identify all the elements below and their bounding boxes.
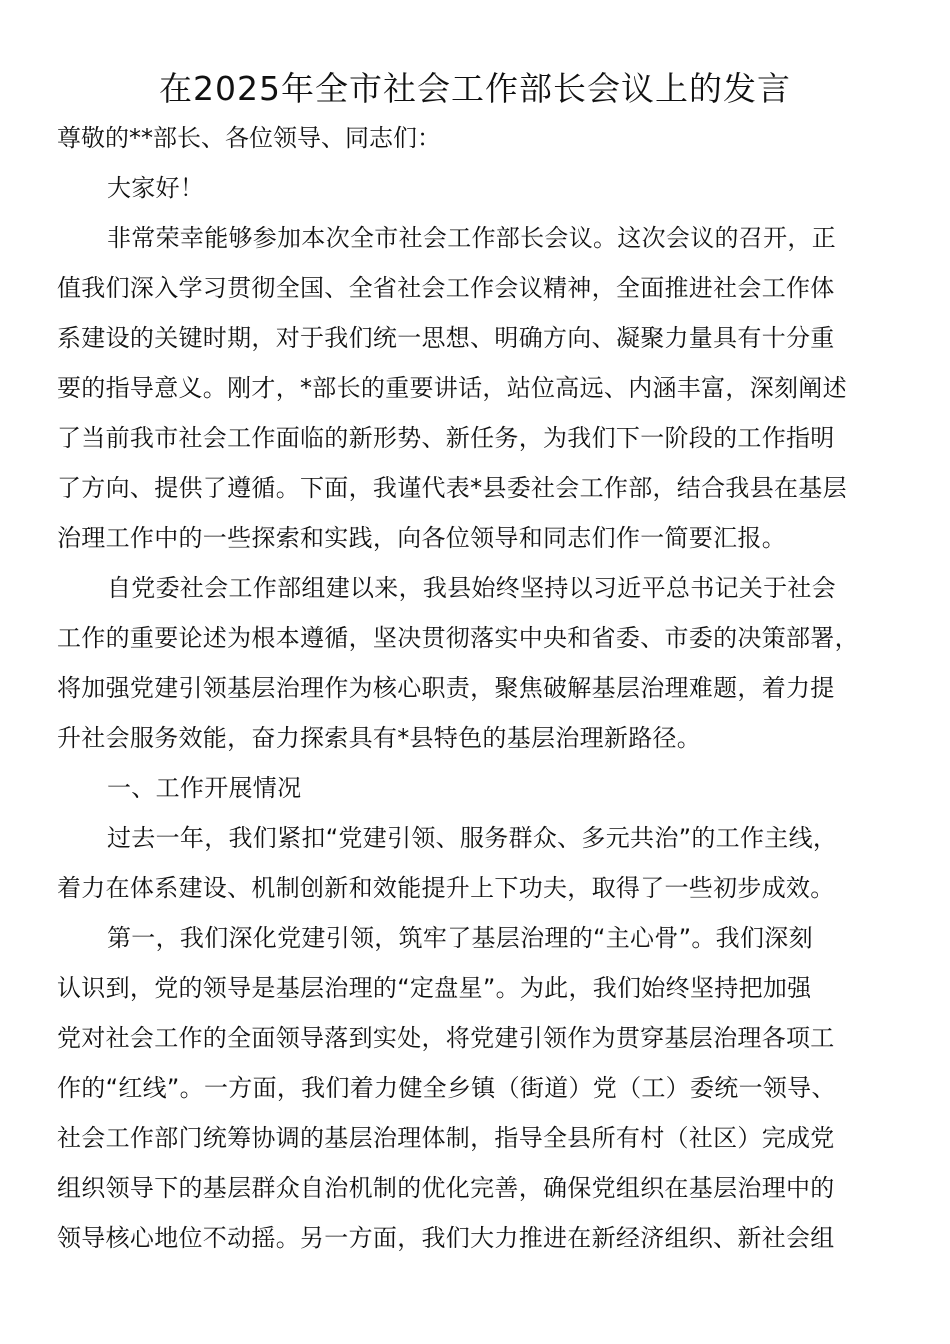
body-line: 升社会服务效能，奋力探索具有*县特色的基层治理新路径。 xyxy=(57,724,702,752)
body-line: 值我们深入学习贯彻全国、全省社会工作会议精神，全面推进社会工作体 xyxy=(57,274,835,302)
body-line: 非常荣幸能够参加本次全市社会工作部长会议。这次会议的召开，正 xyxy=(107,224,836,252)
section-heading: 一、工作开展情况 xyxy=(107,774,302,802)
body-line: 作的“红线”。一方面，我们着力健全乡镇（街道）党（工）委统一领导、 xyxy=(57,1074,836,1102)
body-line: 系建设的关键时期，对于我们统一思想、明确方向、凝聚力量具有十分重 xyxy=(57,324,835,352)
body-line: 过去一年，我们紧扣“党建引领、服务群众、多元共治”的工作主线， xyxy=(107,824,838,852)
body-line: 第一，我们深化党建引领，筑牢了基层治理的“主心骨”。我们深刻 xyxy=(107,924,813,952)
greeting: 大家好！ xyxy=(107,174,205,202)
document-title: 在2025年全市社会工作部长会议上的发言 xyxy=(159,69,791,108)
salutation: 尊敬的**部长、各位领导、同志们： xyxy=(57,124,441,152)
body-line: 组织领导下的基层群众自治机制的优化完善，确保党组织在基层治理中的 xyxy=(57,1174,835,1202)
body-line: 工作的重要论述为根本遵循，坚决贯彻落实中央和省委、市委的决策部署， xyxy=(57,624,859,652)
body-line: 了当前我市社会工作面临的新形势、新任务，为我们下一阶段的工作指明 xyxy=(57,424,835,452)
body-line: 领导核心地位不动摇。另一方面，我们大力推进在新经济组织、新社会组 xyxy=(57,1224,835,1252)
body-line: 党对社会工作的全面领导落到实处，将党建引领作为贯穿基层治理各项工 xyxy=(57,1024,835,1052)
body-line: 社会工作部门统筹协调的基层治理体制，指导全县所有村（社区）完成党 xyxy=(57,1124,835,1152)
body-line: 要的指导意义。刚才，*部长的重要讲话，站位高远、内涵丰富，深刻阐述 xyxy=(57,374,847,402)
body-line: 了方向、提供了遵循。下面，我谨代表*县委社会工作部，结合我县在基层 xyxy=(57,474,847,502)
body-line: 治理工作中的一些探索和实践，向各位领导和同志们作一简要汇报。 xyxy=(57,524,786,552)
body-line: 将加强党建引领基层治理作为核心职责，聚焦破解基层治理难题，着力提 xyxy=(57,674,835,702)
body-line: 自党委社会工作部组建以来，我县始终坚持以习近平总书记关于社会 xyxy=(107,574,836,602)
body-line: 认识到，党的领导是基层治理的“定盘星”。为此，我们始终坚持把加强 xyxy=(57,974,812,1002)
body-line: 着力在体系建设、机制创新和效能提升上下功夫，取得了一些初步成效。 xyxy=(57,874,835,902)
